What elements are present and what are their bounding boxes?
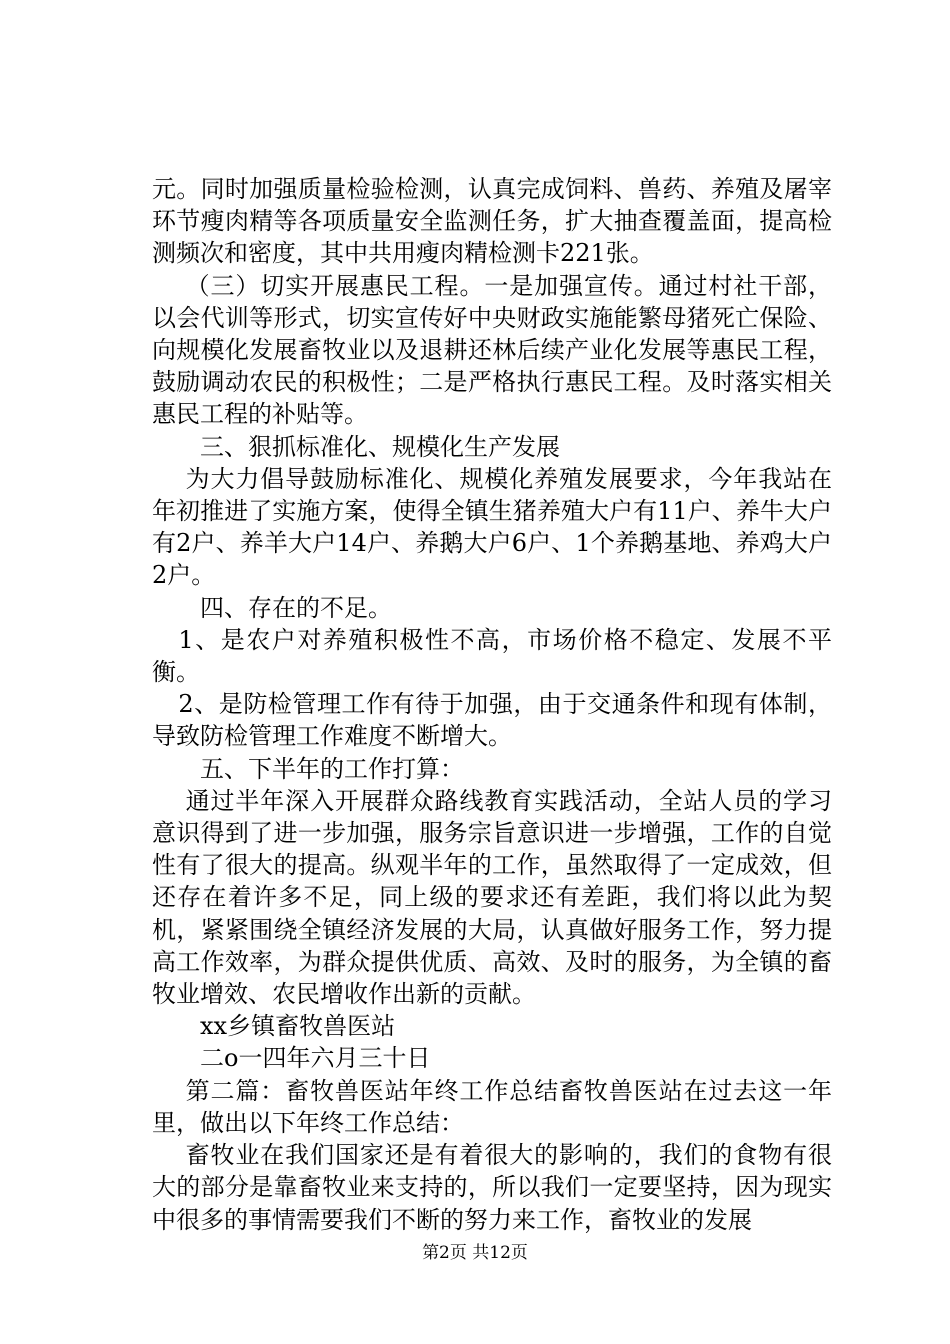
paragraph-benefit-projects: （三）切实开展惠民工程。一是加强宣传。通过村社干部，以会代训等形式，切实宣传好中央财政实施能繁母猪死亡保险、向规模化发展畜牧业以及退耕还林后续产业化发展等惠民工程，鼓励调动农民的积极性；二是严格执行惠民工程。及时落实相关惠民工程的补贴等。 [152,271,832,429]
paragraph-quality-testing: 元。同时加强质量检验检测，认真完成饲料、兽药、养殖及屠宰环节瘦肉精等各项质量安全监测任务，扩大抽查覆盖面，提高检测频次和密度，其中共用瘦肉精检测卡221张。 [152,175,832,268]
paragraph-work-plan: 通过半年深入开展群众路线教育实践活动，全站人员的学习意识得到了进一步加强，服务宗旨意识进一步增强，工作的自觉性有了很大的提高。纵观半年的工作，虽然取得了一定成效，但还存在着许多不足，同上级的要求还有差距，我们将以此为契机，紧紧围绕全镇经济发展的大局，认真做好服务工作，努力提高工作效率，为群众提供优质、高效、及时的服务，为全镇的畜牧业增效、农民增收作出新的贡献。 [152,786,832,1009]
paragraph-animal-husbandry: 畜牧业在我们国家还是有着很大的影响的，我们的食物有很大的部分是靠畜牧业来支持的，所以我们一定要坚持，因为现实中很多的事情需要我们不断的努力来工作，畜牧业的发展 [152,1141,832,1234]
paragraph-standardization: 为大力倡导鼓励标准化、规模化养殖发展要求，今年我站在年初推进了实施方案，使得全镇生猪养殖大户有11户、养牛大户有2户、养羊大户14户、养鹅大户6户、1个养鹅基地、养鸡大户2户。 [152,464,832,590]
heading-section-three: 三、狠抓标准化、规模化生产发展 [200,432,560,461]
signature-date: 二o一四年六月三十日 [200,1044,431,1073]
paragraph-shortcoming-one: 1、是农户对养殖积极性不高，市场价格不稳定、发展不平衡。 [152,625,832,687]
heading-section-four: 四、存在的不足。 [200,593,392,622]
document-body [152,173,832,1236]
heading-part-two: 第二篇：畜牧兽医站年终工作总结畜牧兽医站在过去这一年里，做出以下年终工作总结： [152,1076,832,1137]
page-number-footer: 第2页 共12页 [422,1243,528,1263]
signature-organization: xx乡镇畜牧兽医站 [200,1012,396,1041]
paragraph-shortcoming-two: 2、是防检管理工作有待于加强，由于交通条件和现有体制，导致防检管理工作难度不断增大。 [152,690,832,751]
heading-section-five: 五、下半年的工作打算： [200,754,464,783]
